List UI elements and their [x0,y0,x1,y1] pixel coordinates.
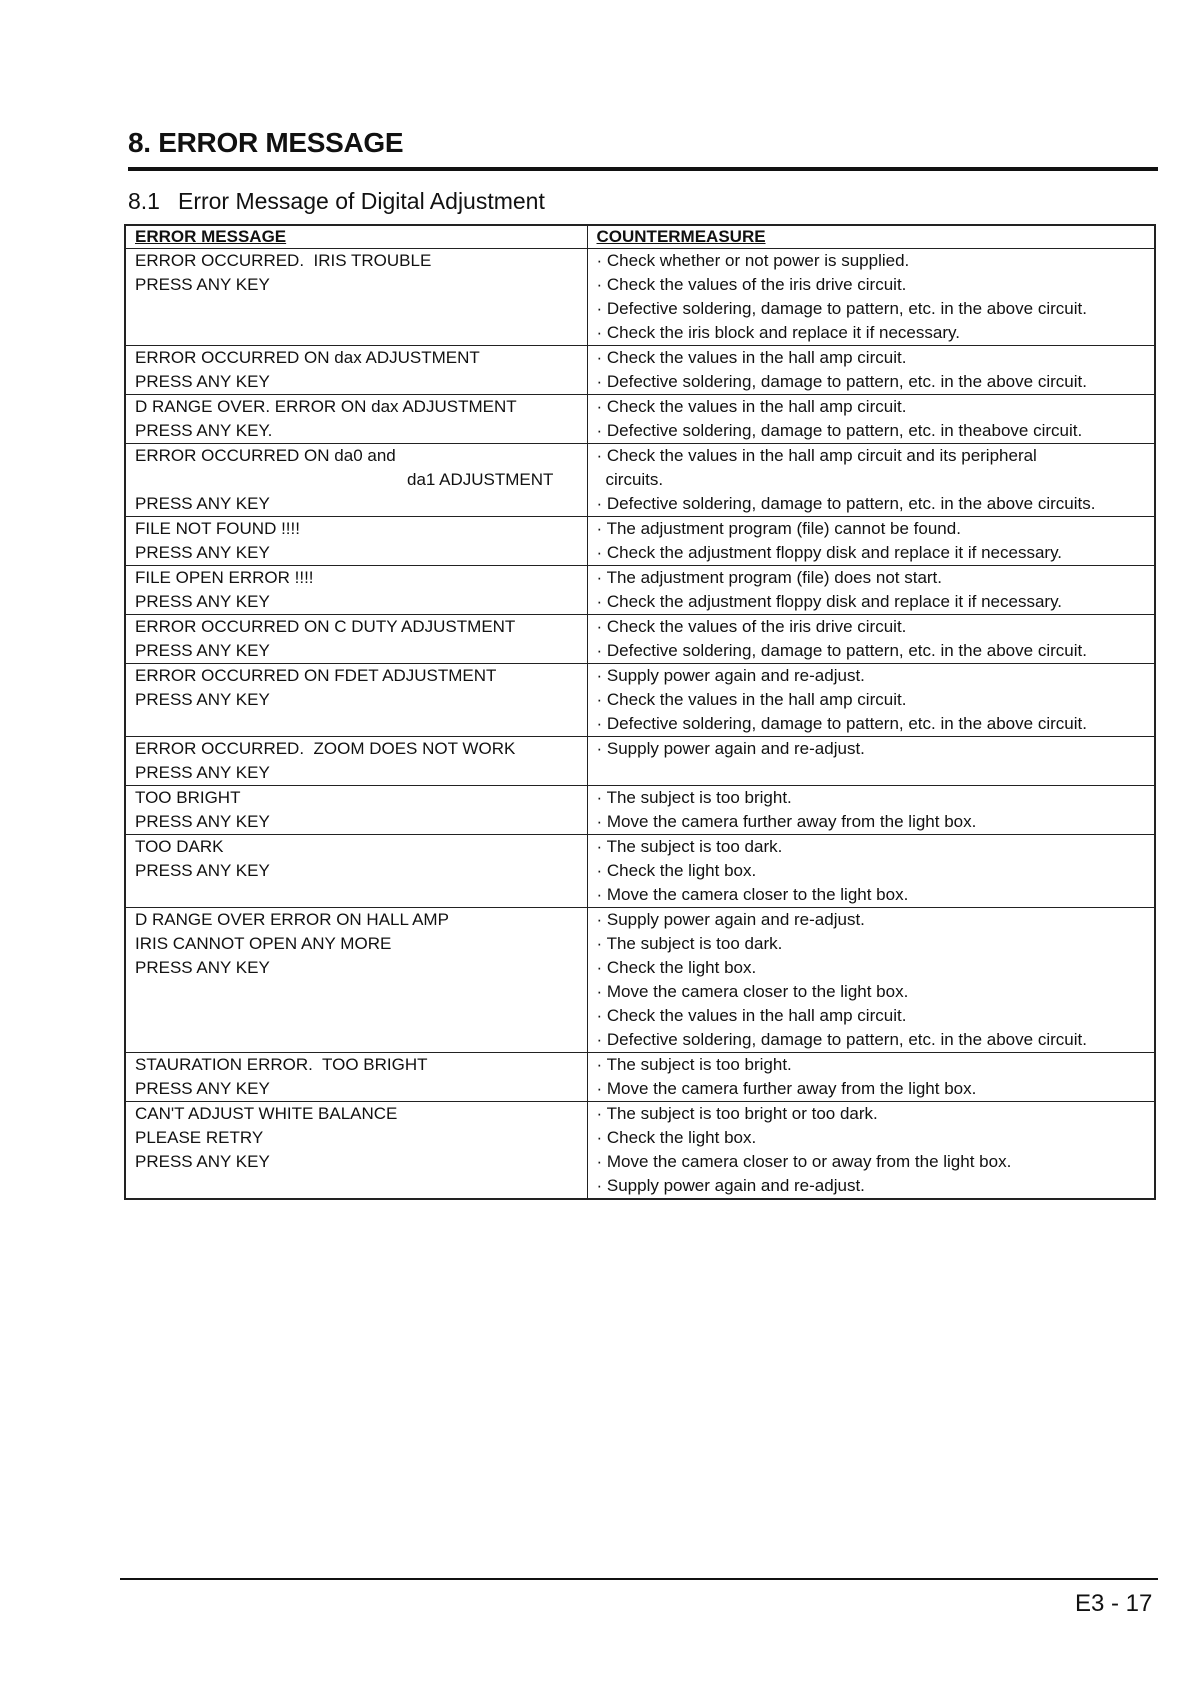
countermeasure-item: · Move the camera closer to the light box. [597,883,1149,907]
section-number: 8. [128,127,151,158]
error-message-cell [125,1053,587,1102]
countermeasure-item: · The subject is too bright. [597,786,1149,810]
error-message-line: da1 ADJUSTMENT [407,470,554,489]
error-message-cell [125,737,587,786]
countermeasure-cell [587,786,1155,835]
error-message-cell [125,395,587,444]
countermeasure-cell [587,737,1155,786]
countermeasure-cell [587,249,1155,346]
countermeasure-cell [587,1053,1155,1102]
error-message-table [124,224,1156,1200]
error-message-cell [125,1102,587,1200]
countermeasure-item: · Defective soldering, damage to pattern, etc. in the above circuit. [597,370,1149,394]
countermeasure-cell [587,664,1155,737]
header-error-message: ERROR MESSAGE [125,225,587,249]
error-message-cell [125,517,587,566]
countermeasure-item: · Defective soldering, damage to pattern, etc. in the above circuit. [597,1028,1149,1052]
error-message-line: PRESS ANY KEY [135,690,270,709]
error-message-line: CAN'T ADJUST WHITE BALANCE [135,1104,398,1123]
error-message-cell [125,615,587,664]
countermeasure-item: · Defective soldering, damage to pattern, etc. in the above circuit. [597,639,1149,663]
error-message-line: D RANGE OVER ERROR ON HALL AMP [135,910,449,929]
table-row [125,249,1155,346]
countermeasure-cell [587,908,1155,1053]
countermeasure-item: · Supply power again and re-adjust. [597,737,1149,761]
countermeasure-item: · Move the camera further away from the light box. [597,810,1149,834]
countermeasure-item: · Check the iris block and replace it if necessary. [597,321,1149,345]
error-message-line: PRESS ANY KEY [135,275,270,294]
error-message-line: ERROR OCCURRED ON da0 and [135,446,396,465]
error-message-line: FILE OPEN ERROR !!!! [135,568,314,587]
countermeasure-item: · Check the light box. [597,956,1149,980]
countermeasure-item: · Check the light box. [597,1126,1149,1150]
error-message-line: PRESS ANY KEY [135,372,270,391]
error-message-cell [125,786,587,835]
table-row [125,517,1155,566]
table-row [125,737,1155,786]
countermeasure-item: · Supply power again and re-adjust. [597,664,1149,688]
error-message-line: TOO BRIGHT [135,788,241,807]
error-message-line: PRESS ANY KEY [135,861,270,880]
countermeasure-cell [587,566,1155,615]
page-number: E3 - 17 [1075,1590,1153,1617]
error-message-line: PRESS ANY KEY [135,543,270,562]
table-body [125,249,1155,1200]
countermeasure-item: · Check the values in the hall amp circuit and its peripheral [597,444,1149,468]
section-title [128,127,403,159]
error-message-line: ERROR OCCURRED ON C DUTY ADJUSTMENT [135,617,516,636]
countermeasure-item: · Move the camera closer to or away from the light box. [597,1150,1149,1174]
countermeasure-item: · The subject is too bright or too dark. [597,1102,1149,1126]
error-message-line: PRESS ANY KEY. [135,421,273,440]
countermeasure-item: · Check the values in the hall amp circuit. [597,688,1149,712]
table-row [125,1053,1155,1102]
table-row [125,395,1155,444]
error-message-line: PRESS ANY KEY [135,958,270,977]
header-countermeasure: COUNTERMEASURE [587,225,1155,249]
error-message-line: FILE NOT FOUND !!!! [135,519,300,538]
countermeasure-item: · Move the camera further away from the light box. [597,1077,1149,1101]
countermeasure-item: · The subject is too dark. [597,932,1149,956]
countermeasure-cell [587,1102,1155,1200]
table-row [125,664,1155,737]
table-row [125,908,1155,1053]
subsection-title-text: Error Message of Digital Adjustment [177,188,545,214]
countermeasure-item: circuits. [605,470,664,489]
error-message-line: D RANGE OVER. ERROR ON dax ADJUSTMENT [135,397,517,416]
error-message-line: PLEASE RETRY [135,1128,264,1147]
error-message-cell [125,249,587,346]
countermeasure-item: · The adjustment program (file) cannot be found. [597,517,1149,541]
countermeasure-item: · Check whether or not power is supplied. [597,249,1149,273]
error-message-cell [125,566,587,615]
error-message-line: ERROR OCCURRED. IRIS TROUBLE [135,251,432,270]
countermeasure-item: · Check the values of the iris drive circuit. [597,615,1149,639]
section-title-text: ERROR MESSAGE [158,127,404,158]
countermeasure-item: · Check the values of the iris drive circuit. [597,273,1149,297]
countermeasure-cell [587,444,1155,517]
error-message-cell [125,835,587,908]
error-message-line: ERROR OCCURRED ON FDET ADJUSTMENT [135,666,497,685]
table-row [125,346,1155,395]
countermeasure-item: · Supply power again and re-adjust. [597,1174,1149,1198]
error-message-line: TOO DARK [135,837,224,856]
countermeasure-cell [587,395,1155,444]
error-message-line: IRIS CANNOT OPEN ANY MORE [135,934,392,953]
error-message-line: STAURATION ERROR. TOO BRIGHT [135,1055,428,1074]
countermeasure-item: · The subject is too dark. [597,835,1149,859]
countermeasure-cell [587,615,1155,664]
error-message-line: PRESS ANY KEY [135,763,270,782]
countermeasure-item: · The adjustment program (file) does not start. [597,566,1149,590]
table-header-row [125,225,1155,249]
error-message-cell [125,664,587,737]
error-message-cell [125,346,587,395]
table-row [125,1102,1155,1200]
error-message-line: PRESS ANY KEY [135,812,270,831]
countermeasure-cell [587,835,1155,908]
countermeasure-item: · Check the adjustment floppy disk and replace it if necessary. [597,541,1149,565]
countermeasure-item: · The subject is too bright. [597,1053,1149,1077]
title-rule [128,167,1158,171]
footer-rule [120,1578,1158,1580]
countermeasure-item: · Defective soldering, damage to pattern, etc. in the above circuit. [597,297,1149,321]
table-row [125,566,1155,615]
error-message-line: ERROR OCCURRED. ZOOM DOES NOT WORK [135,739,516,758]
countermeasure-item: · Defective soldering, damage to pattern, etc. in theabove circuit. [597,419,1149,443]
countermeasure-item: · Check the adjustment floppy disk and replace it if necessary. [597,590,1149,614]
table-row [125,444,1155,517]
error-message-line: ERROR OCCURRED ON dax ADJUSTMENT [135,348,480,367]
table-row [125,835,1155,908]
countermeasure-item: · Check the values in the hall amp circuit. [597,395,1149,419]
countermeasure-item: · Check the values in the hall amp circuit. [597,1004,1149,1028]
error-message-line: PRESS ANY KEY [135,494,270,513]
countermeasure-cell [587,346,1155,395]
error-message-line: PRESS ANY KEY [135,592,270,611]
countermeasure-cell [587,517,1155,566]
error-message-cell [125,908,587,1053]
error-message-cell [125,444,587,517]
subsection-title [128,188,545,215]
subsection-number: 8.1 [128,188,160,214]
countermeasure-item: · Check the light box. [597,859,1149,883]
error-message-line: PRESS ANY KEY [135,641,270,660]
table-row [125,615,1155,664]
countermeasure-item: · Move the camera closer to the light box. [597,980,1149,1004]
countermeasure-item: · Defective soldering, damage to pattern, etc. in the above circuits. [597,492,1149,516]
countermeasure-item: · Defective soldering, damage to pattern, etc. in the above circuit. [597,712,1149,736]
countermeasure-item: · Check the values in the hall amp circuit. [597,346,1149,370]
table-row [125,786,1155,835]
error-message-line: PRESS ANY KEY [135,1152,270,1171]
error-message-line: PRESS ANY KEY [135,1079,270,1098]
countermeasure-item: · Supply power again and re-adjust. [597,908,1149,932]
